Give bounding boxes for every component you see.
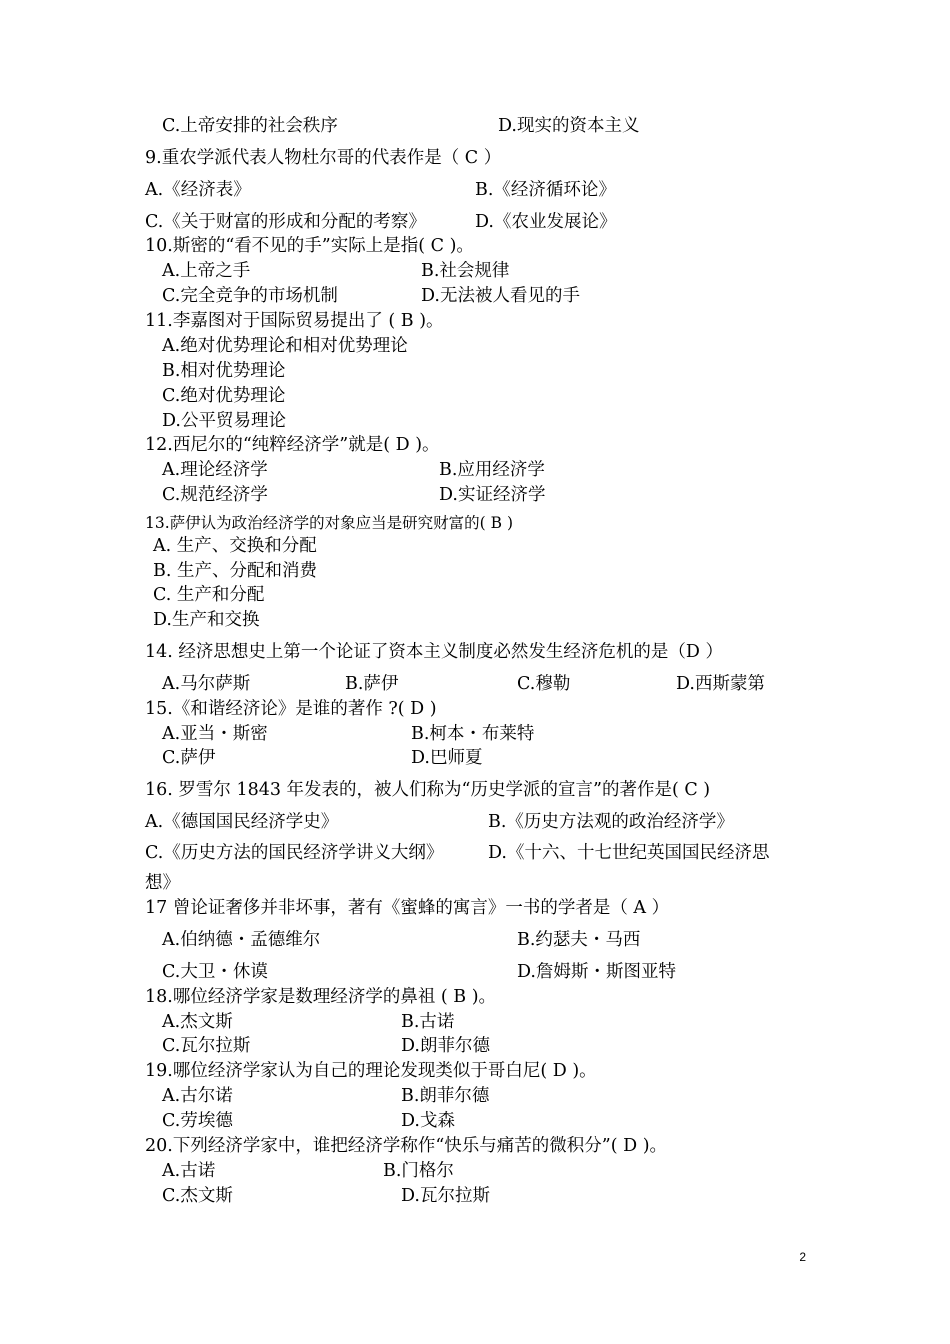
option-c: C.《关于财富的形成和分配的考察》 (145, 212, 426, 232)
option-b: B.《经济循环论》 (475, 180, 616, 200)
option-d: D.西斯蒙第 (676, 674, 765, 694)
option-d: D.实证经济学 (439, 485, 546, 505)
option-c: C. 生产和分配 (153, 585, 265, 605)
option-a: A. 生产、交换和分配 (153, 536, 317, 556)
option-b: B.社会规律 (421, 261, 510, 281)
option-a: A.绝对优势理论和相对优势理论 (162, 336, 408, 356)
option-a: A.亚当・斯密 (162, 724, 268, 744)
option-a: A.理论经济学 (162, 460, 268, 480)
option-a: A.杰文斯 (162, 1012, 233, 1032)
option-d: D.生产和交换 (153, 610, 260, 630)
option-c: C.规范经济学 (162, 485, 268, 505)
option-a: A.古诺 (162, 1161, 216, 1181)
option-b: B.朗菲尔德 (401, 1086, 490, 1106)
option-a: A.马尔萨斯 (162, 674, 251, 694)
option-b: B.古诺 (401, 1012, 455, 1032)
option-d: D.无法被人看见的手 (421, 286, 580, 306)
option-d: D.朗菲尔德 (401, 1036, 490, 1056)
question-20: 20.下列经济学家中，谁把经济学称作“快乐与痛苦的微积分”( D )。 (145, 1136, 668, 1156)
option-d: D.现实的资本主义 (498, 116, 640, 136)
question-17: 17 曾论证奢侈并非坏事，著有《蜜蜂的寓言》一书的学者是（ A ） (145, 898, 670, 918)
option-a: A.古尔诺 (162, 1086, 233, 1106)
question-9: 9.重农学派代表人物杜尔哥的代表作是（ C ） (145, 148, 502, 168)
option-c: C.大卫・休谟 (162, 962, 268, 982)
option-b: B. 生产、分配和消费 (153, 561, 317, 581)
option-c: C.瓦尔拉斯 (162, 1036, 251, 1056)
option-c: C.完全竞争的市场机制 (162, 286, 338, 306)
option-d: D.瓦尔拉斯 (401, 1186, 490, 1206)
page-number: 2 (799, 1250, 806, 1264)
option-d: D.巴师夏 (411, 748, 483, 768)
option-c: C.上帝安排的社会秩序 (162, 116, 338, 136)
option-d: D.公平贸易理论 (162, 411, 286, 431)
question-16: 16. 罗雪尔 1843 年发表的，被人们称为“历史学派的宣言”的著作是( C ) (145, 780, 711, 800)
question-18: 18.哪位经济学家是数理经济学的鼻祖 ( B )。 (145, 987, 497, 1007)
option-b: B.相对优势理论 (162, 361, 286, 381)
option-b: B.应用经济学 (439, 460, 545, 480)
option-a: A.《德国国民经济学史》 (145, 812, 339, 832)
option-d: D.詹姆斯・斯图亚特 (517, 962, 676, 982)
question-14: 14. 经济思想史上第一个论证了资本主义制度必然发生经济危机的是（D ） (145, 642, 723, 662)
option-a: A.《经济表》 (145, 180, 251, 200)
option-b: B.柯本・布莱特 (411, 724, 535, 744)
option-b: B.约瑟夫・马西 (517, 930, 641, 950)
option-a: A.伯纳德・孟德维尔 (162, 930, 321, 950)
option-d-continued: 想》 (145, 873, 180, 893)
option-c: C.《历史方法的国民经济学讲义大纲》 (145, 843, 444, 863)
option-d: D.戈森 (401, 1111, 455, 1131)
option-b: B.《历史方法观的政治经济学》 (488, 812, 734, 832)
option-c: C.绝对优势理论 (162, 386, 286, 406)
question-10: 10.斯密的“看不见的手”实际上是指( C )。 (145, 236, 474, 256)
option-b: B.萨伊 (345, 674, 399, 694)
option-c: C.萨伊 (162, 748, 216, 768)
option-a: A.上帝之手 (162, 261, 251, 281)
question-19: 19.哪位经济学家认为自己的理论发现类似于哥白尼( D )。 (145, 1061, 597, 1081)
option-c: C.杰文斯 (162, 1186, 233, 1206)
option-c: C.劳埃德 (162, 1111, 233, 1131)
question-11: 11.李嘉图对于国际贸易提出了 ( B )。 (145, 311, 444, 331)
option-c: C.穆勒 (517, 674, 571, 694)
question-15: 15.《和谐经济论》是谁的著作 ?( D ) (145, 699, 437, 719)
question-12: 12.西尼尔的“纯粹经济学”就是( D )。 (145, 435, 440, 455)
question-13: 13.萨伊认为政治经济学的对象应当是研究财富的( B ) (145, 514, 513, 532)
option-d: D.《十六、十七世纪英国国民经济思 (488, 843, 770, 863)
option-b: B.门格尔 (383, 1161, 454, 1181)
option-d: D.《农业发展论》 (475, 212, 617, 232)
